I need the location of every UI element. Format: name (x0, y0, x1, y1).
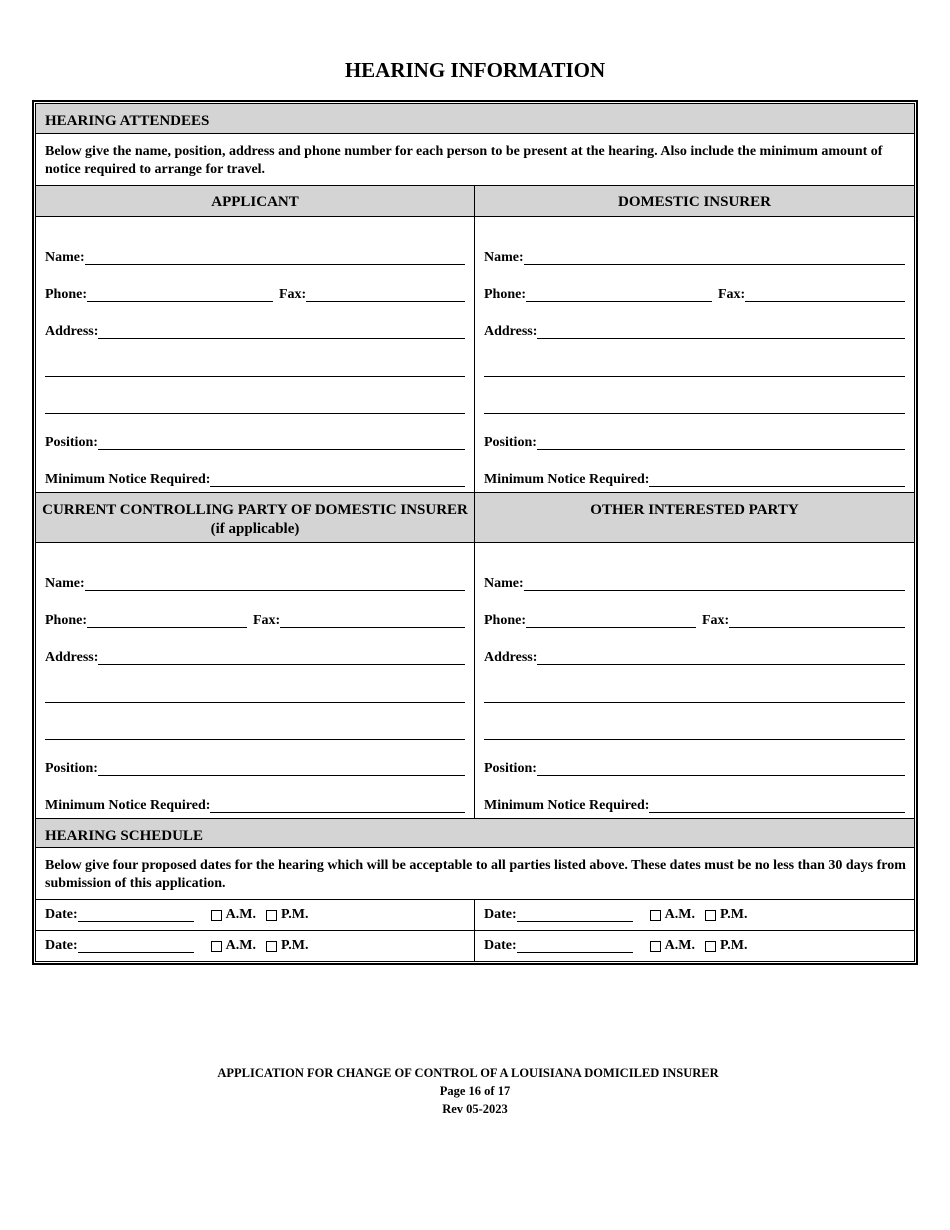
phone-field[interactable] (87, 627, 247, 628)
party-fields (475, 217, 914, 492)
address-field[interactable] (98, 338, 465, 339)
party-heading: CURRENT CONTROLLING PARTY OF DOMESTIC INSURER (if applicable) (36, 493, 474, 543)
phone-field[interactable] (526, 627, 696, 628)
am-checkbox[interactable] (211, 941, 222, 952)
schedule-instructions: Below give four proposed dates for the hearing which will be acceptable to all parties listed above. These dates must be no less than 30 days from submission of this application. (45, 858, 906, 891)
phone-label: Phone: (45, 613, 87, 628)
page-footer (0, 1064, 950, 1118)
name-field[interactable] (85, 590, 465, 591)
footer-page-number: Page 16 of 17 (439, 1084, 511, 1098)
address-line-2[interactable] (45, 666, 465, 703)
address-field[interactable] (537, 338, 905, 339)
pm-checkbox[interactable] (705, 910, 716, 921)
party-controlling (36, 493, 475, 818)
date-row (36, 930, 914, 961)
position-field[interactable] (537, 775, 905, 776)
name-label: Name: (484, 576, 524, 591)
position-label: Position: (45, 435, 98, 450)
party-heading: DOMESTIC INSURER (475, 186, 914, 217)
fax-label: Fax: (702, 613, 730, 628)
fax-label: Fax: (253, 613, 281, 628)
party-domestic-insurer (475, 186, 914, 492)
party-fields (36, 217, 474, 492)
name-label: Name: (45, 250, 85, 265)
party-other-interested (475, 493, 914, 818)
footer-title: APPLICATION FOR CHANGE OF CONTROL OF A LOUISIANA DOMICILED INSURER (217, 1066, 719, 1080)
name-label: Name: (484, 250, 524, 265)
pm-label: P.M. (280, 907, 309, 922)
min-notice-field[interactable] (210, 812, 465, 813)
address-line-3[interactable] (484, 703, 905, 740)
address-line-3[interactable] (45, 703, 465, 740)
name-field[interactable] (85, 264, 465, 265)
party-heading: OTHER INTERESTED PARTY (475, 493, 914, 543)
fax-field[interactable] (745, 301, 905, 302)
address-line-3[interactable] (45, 377, 465, 414)
position-label: Position: (45, 761, 98, 776)
date-cell (475, 931, 914, 961)
section-heading-attendees: HEARING ATTENDEES (36, 104, 914, 134)
address-label: Address: (45, 650, 99, 665)
address-line-2[interactable] (484, 666, 905, 703)
party-applicant (36, 186, 475, 492)
pm-label: P.M. (719, 938, 748, 953)
am-label: A.M. (664, 938, 695, 953)
position-field[interactable] (537, 449, 905, 450)
date-label: Date: (45, 907, 78, 922)
date-field[interactable] (517, 908, 633, 922)
date-row (36, 899, 914, 930)
pm-checkbox[interactable] (266, 941, 277, 952)
address-field[interactable] (98, 664, 465, 665)
party-heading: APPLICANT (36, 186, 474, 217)
phone-field[interactable] (526, 301, 712, 302)
position-label: Position: (484, 761, 537, 776)
am-checkbox[interactable] (211, 910, 222, 921)
page-title: HEARING INFORMATION (344, 58, 606, 82)
date-cell (36, 900, 475, 930)
fax-field[interactable] (280, 627, 465, 628)
pm-label: P.M. (719, 907, 748, 922)
party-row-1 (36, 186, 914, 492)
name-field[interactable] (524, 264, 905, 265)
min-notice-field[interactable] (210, 486, 465, 487)
date-cell (475, 900, 914, 930)
am-checkbox[interactable] (650, 941, 661, 952)
am-label: A.M. (225, 907, 256, 922)
pm-label: P.M. (280, 938, 309, 953)
date-label: Date: (45, 938, 78, 953)
am-label: A.M. (225, 938, 256, 953)
min-notice-label: Minimum Notice Required: (484, 472, 650, 487)
fax-field[interactable] (306, 301, 465, 302)
pm-checkbox[interactable] (705, 941, 716, 952)
address-label: Address: (45, 324, 99, 339)
date-field[interactable] (78, 939, 194, 953)
position-field[interactable] (98, 449, 465, 450)
date-label: Date: (484, 907, 517, 922)
party-row-2 (36, 492, 914, 818)
party-fields (475, 543, 914, 818)
phone-label: Phone: (484, 287, 526, 302)
phone-label: Phone: (484, 613, 526, 628)
address-field[interactable] (537, 664, 905, 665)
address-label: Address: (484, 324, 538, 339)
min-notice-field[interactable] (649, 812, 905, 813)
address-label: Address: (484, 650, 538, 665)
address-line-2[interactable] (484, 340, 905, 377)
position-field[interactable] (98, 775, 465, 776)
section-heading-schedule: HEARING SCHEDULE (36, 818, 914, 848)
min-notice-label: Minimum Notice Required: (45, 472, 211, 487)
am-label: A.M. (664, 907, 695, 922)
position-label: Position: (484, 435, 537, 450)
hearing-form (32, 100, 918, 965)
min-notice-field[interactable] (649, 486, 905, 487)
date-field[interactable] (78, 908, 194, 922)
address-line-2[interactable] (45, 340, 465, 377)
phone-field[interactable] (87, 301, 273, 302)
party-fields (36, 543, 474, 818)
phone-label: Phone: (45, 287, 87, 302)
address-line-3[interactable] (484, 377, 905, 414)
min-notice-label: Minimum Notice Required: (45, 798, 211, 813)
name-field[interactable] (524, 590, 905, 591)
fax-label: Fax: (718, 287, 746, 302)
fax-label: Fax: (279, 287, 307, 302)
min-notice-label: Minimum Notice Required: (484, 798, 650, 813)
date-field[interactable] (517, 939, 633, 953)
am-checkbox[interactable] (650, 910, 661, 921)
footer-revision: Rev 05-2023 (442, 1102, 508, 1116)
fax-field[interactable] (729, 627, 905, 628)
pm-checkbox[interactable] (266, 910, 277, 921)
name-label: Name: (45, 576, 85, 591)
attendees-instructions: Below give the name, position, address and phone number for each person to be present at the hearing. Also include the minimum amount of notice required to arrange for travel. (36, 134, 914, 186)
date-label: Date: (484, 938, 517, 953)
date-cell (36, 931, 475, 961)
